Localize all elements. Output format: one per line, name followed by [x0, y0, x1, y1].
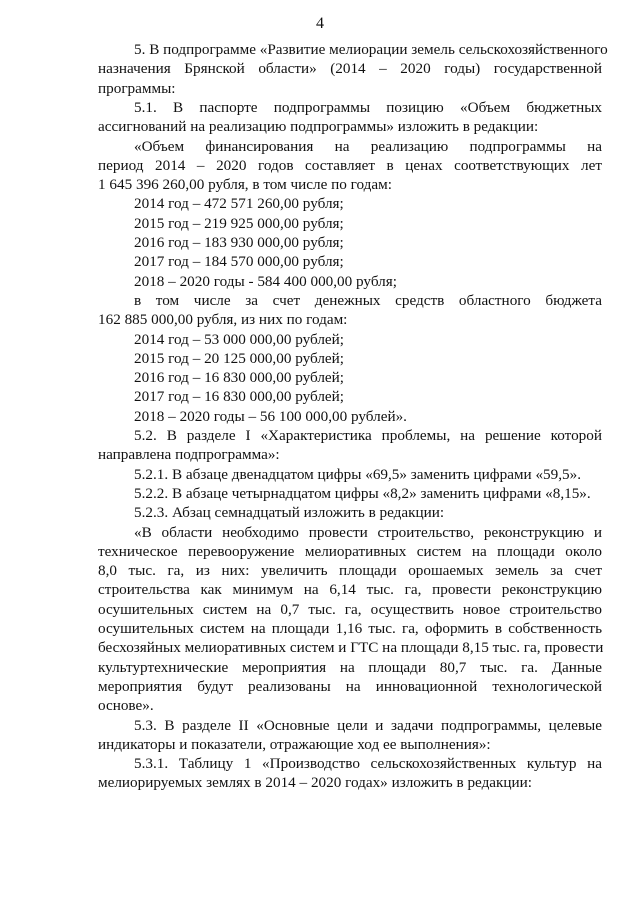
text-line: ассигнований на реализацию подпрограммы» изложить в редакции: — [98, 118, 539, 136]
text-line: 2016 год – 183 930 000,00 рубля; — [134, 234, 344, 251]
text-line: культуртехнические мероприятия на площади 80,7 тыс. га. Данные — [98, 658, 602, 676]
text-line: осушительных систем на площади 1,16 тыс. га, оформить в собственность — [98, 620, 602, 637]
text-line: период 2014 – 2020 годов составляет в ценах соответствующих лет — [98, 156, 602, 174]
text-line: 5. В подпрограмме «Развитие мелиорации земель сельскохозяйственного — [134, 41, 608, 58]
text-line: 162 885 000,00 рубля, из них по годам: — [98, 311, 348, 329]
text-line: «В области необходимо провести строительство, реконструкцию и — [134, 523, 602, 541]
text-line: 2014 год – 53 000 000,00 рублей; — [134, 330, 345, 348]
text-line: 5.2.3. Абзац семнадцатый изложить в редакции: — [134, 504, 445, 522]
text-line: назначения Брянской области» (2014 – 2020 годы) государственной — [98, 60, 602, 78]
text-line: мелиорируемых землях в 2014 – 2020 годах» изложить в редакции: — [98, 774, 533, 792]
text-line: 5.1. В паспорте подпрограммы позицию «Объем бюджетных — [134, 98, 602, 116]
text-line: основе». — [98, 697, 154, 715]
text-line: 5.3. В разделе II «Основные цели и задачи подпрограммы, целевые — [134, 716, 602, 734]
text-line: 2017 год – 16 830 000,00 рублей; — [134, 388, 345, 406]
text-line: мероприятия будут реализованы на инновационной технологической — [98, 677, 602, 695]
text-line: техническое перевооружение мелиоративных систем на площади около — [98, 542, 602, 560]
text-line: направлена подпрограмма»: — [98, 446, 280, 464]
text-line: 8,0 тыс. га, из них: увеличить площади орошаемых земель за счет — [98, 562, 602, 580]
text-line: 2016 год – 16 830 000,00 рублей; — [134, 369, 345, 387]
text-line: 2018 – 2020 годы - 584 400 000,00 рубля; — [134, 272, 397, 290]
text-line: «Объем финансирования на реализацию подпрограммы на — [134, 137, 602, 155]
text-line: бесхозяйных мелиоративных систем и ГТС на площади 8,15 тыс. га, провести — [98, 639, 604, 657]
text-line: строительства как минимум на 6,14 тыс. га, провести реконструкцию — [98, 581, 602, 599]
text-line: индикаторы и показатели, отражающие ход ее выполнения»: — [98, 735, 491, 753]
text-line: 5.2.1. В абзаце двенадцатом цифры «69,5» заменить цифрами «59,5». — [134, 465, 582, 483]
text-line: 5.2. В разделе I «Характеристика проблемы, на решение которой — [134, 427, 602, 444]
text-line: в том числе за счет денежных средств областного бюджета — [134, 291, 602, 309]
text-line: 2015 год – 219 925 000,00 рубля; — [134, 214, 344, 232]
text-line: 2017 год – 184 570 000,00 рубля; — [134, 253, 344, 271]
text-line: 5.2.2. В абзаце четырнадцатом цифры «8,2» заменить цифрами «8,15». — [134, 484, 591, 502]
text-line: 2015 год – 20 125 000,00 рублей; — [134, 349, 345, 367]
text-line: 1 645 396 260,00 рубля, в том числе по годам: — [98, 176, 392, 194]
text-line: 2018 – 2020 годы – 56 100 000,00 рублей». — [134, 407, 407, 425]
text-line: 2014 год – 472 571 260,00 рубля; — [134, 195, 344, 213]
text-line: осушительных систем на 0,7 тыс. га, осуществить новое строительство — [98, 600, 602, 618]
text-line: программы: — [98, 79, 176, 97]
page-number: 4 — [316, 15, 324, 32]
text-line: 5.3.1. Таблицу 1 «Производство сельскохозяйственных культур на — [134, 755, 602, 773]
